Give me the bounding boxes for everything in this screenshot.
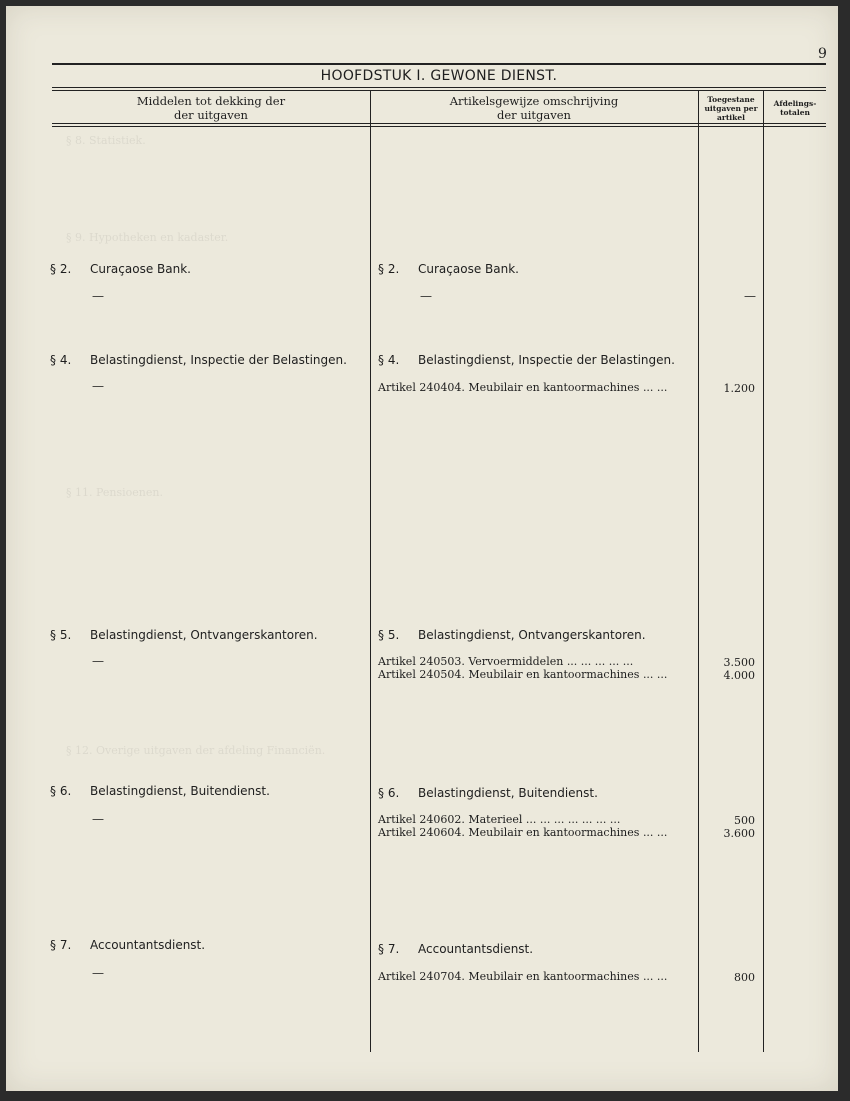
dash-left: — (92, 289, 104, 303)
header-allowed-line3: artikel (717, 113, 745, 122)
header-rule-top (52, 87, 826, 88)
section-number: § 5. (378, 628, 400, 642)
article-label: Artikel (378, 826, 416, 839)
article-line (378, 826, 667, 839)
column-divider-2 (698, 90, 699, 1052)
header-totals-line2: totalen (780, 108, 810, 117)
article-line (378, 813, 620, 826)
article-label: Artikel (378, 970, 416, 983)
section-number: § 2. (50, 262, 72, 276)
article-amount: 3.500 (723, 656, 755, 669)
dot-leader: ... ... ... ... ... (566, 655, 634, 668)
section-title: Belastingdienst, Buitendienst. (418, 786, 598, 800)
section-title: Belastingdienst, Buitendienst. (90, 784, 270, 798)
section-title: Belastingdienst, Inspectie der Belastingen. (90, 353, 347, 367)
dash-left: — (92, 966, 104, 980)
header-allowed-line1: Toegestane (707, 95, 755, 104)
section-heading-left (50, 628, 318, 642)
article-code: 240602. (419, 813, 465, 826)
header-means (52, 94, 370, 122)
article-amount: 500 (734, 814, 755, 827)
header-description-line1: Artikelsgewijze omschrijving (449, 94, 619, 108)
article-label: Artikel (378, 668, 416, 681)
section-number: § 6. (50, 784, 72, 798)
bleed-through-text: § 12. Overige uitgaven der afdeling Financiën. (66, 744, 326, 757)
article-description: Meubilair en kantoormachines (468, 970, 640, 983)
article-description: Meubilair en kantoormachines (468, 668, 640, 681)
article-line (378, 655, 633, 668)
section-number: § 4. (50, 353, 72, 367)
header-department-totals (764, 99, 826, 117)
article-code: 240503. (419, 655, 465, 668)
chapter-title: HOOFDSTUK I. GEWONE DIENST. (320, 68, 558, 84)
bleed-through-text: § 11. Pensioenen. (66, 486, 163, 499)
section-title: Belastingdienst, Ontvangerskantoren. (90, 628, 318, 642)
dash-description: — (420, 289, 432, 303)
column-divider-1 (370, 90, 371, 1052)
section-title: Curaçaose Bank. (418, 262, 519, 276)
article-code: 240504. (419, 668, 465, 681)
article-label: Artikel (378, 655, 416, 668)
section-heading-left (50, 262, 191, 276)
dash-left: — (92, 812, 104, 826)
header-allowed-expenses (699, 95, 763, 122)
bleed-through-text: § 9. Hypotheken en kadaster. (66, 231, 229, 244)
header-description (370, 94, 698, 122)
article-line (378, 381, 667, 394)
section-heading-right (378, 942, 533, 956)
section-heading-right (378, 786, 598, 800)
section-heading-left (50, 938, 205, 952)
header-rule-top-2 (52, 90, 826, 91)
dot-leader: ... ... (642, 381, 668, 394)
section-title: Accountantsdienst. (418, 942, 534, 956)
page-number: 9 (818, 46, 827, 62)
article-line (378, 668, 667, 681)
header-allowed-line2: uitgaven per (704, 104, 758, 113)
article-line (378, 970, 667, 983)
section-number: § 6. (378, 786, 400, 800)
section-heading-right (378, 628, 646, 642)
article-description: Materieel (468, 813, 523, 826)
dot-leader: ... ... (642, 668, 668, 681)
top-rule-thick (52, 63, 826, 65)
article-code: 240704. (419, 970, 465, 983)
section-number: § 7. (378, 942, 400, 956)
header-rule-bottom (52, 123, 826, 124)
section-heading-left (50, 784, 270, 798)
header-description-line2: der uitgaven (497, 108, 571, 122)
dot-leader: ... ... (642, 970, 668, 983)
article-label: Artikel (378, 381, 416, 394)
article-amount: 1.200 (723, 382, 755, 395)
section-heading-right (378, 262, 519, 276)
section-title: Belastingdienst, Ontvangerskantoren. (418, 628, 646, 642)
section-number: § 5. (50, 628, 72, 642)
article-amount: 4.000 (723, 669, 755, 682)
dot-leader: ... ... ... ... ... ... ... (525, 813, 621, 826)
section-title: Belastingdienst, Inspectie der Belastingen. (418, 353, 675, 367)
header-rule-bottom-2 (52, 126, 826, 127)
section-number: § 2. (378, 262, 400, 276)
article-description: Vervoermiddelen (468, 655, 564, 668)
section-number: § 4. (378, 353, 400, 367)
article-code: 240604. (419, 826, 465, 839)
section-heading-right (378, 353, 675, 367)
dash-left: — (92, 379, 104, 393)
article-amount: 3.600 (723, 827, 755, 840)
dash-left: — (92, 654, 104, 668)
document-page (6, 6, 838, 1091)
section-title: Accountantsdienst. (90, 938, 206, 952)
section-title: Curaçaose Bank. (90, 262, 191, 276)
article-code: 240404. (419, 381, 465, 394)
article-label: Artikel (378, 813, 416, 826)
article-description: Meubilair en kantoormachines (468, 381, 640, 394)
article-amount: 800 (734, 971, 755, 984)
article-description: Meubilair en kantoormachines (468, 826, 640, 839)
header-totals-line1: Afdelings- (773, 99, 817, 108)
bleed-through-text: § 8. Statistiek. (66, 134, 146, 147)
header-means-line1: Middelen tot dekking der (136, 94, 286, 108)
section-heading-left (50, 353, 347, 367)
dot-leader: ... ... (642, 826, 668, 839)
header-means-line2: der uitgaven (174, 108, 248, 122)
dash-totals: — (744, 289, 756, 303)
column-divider-3 (763, 90, 764, 1052)
section-number: § 7. (50, 938, 72, 952)
